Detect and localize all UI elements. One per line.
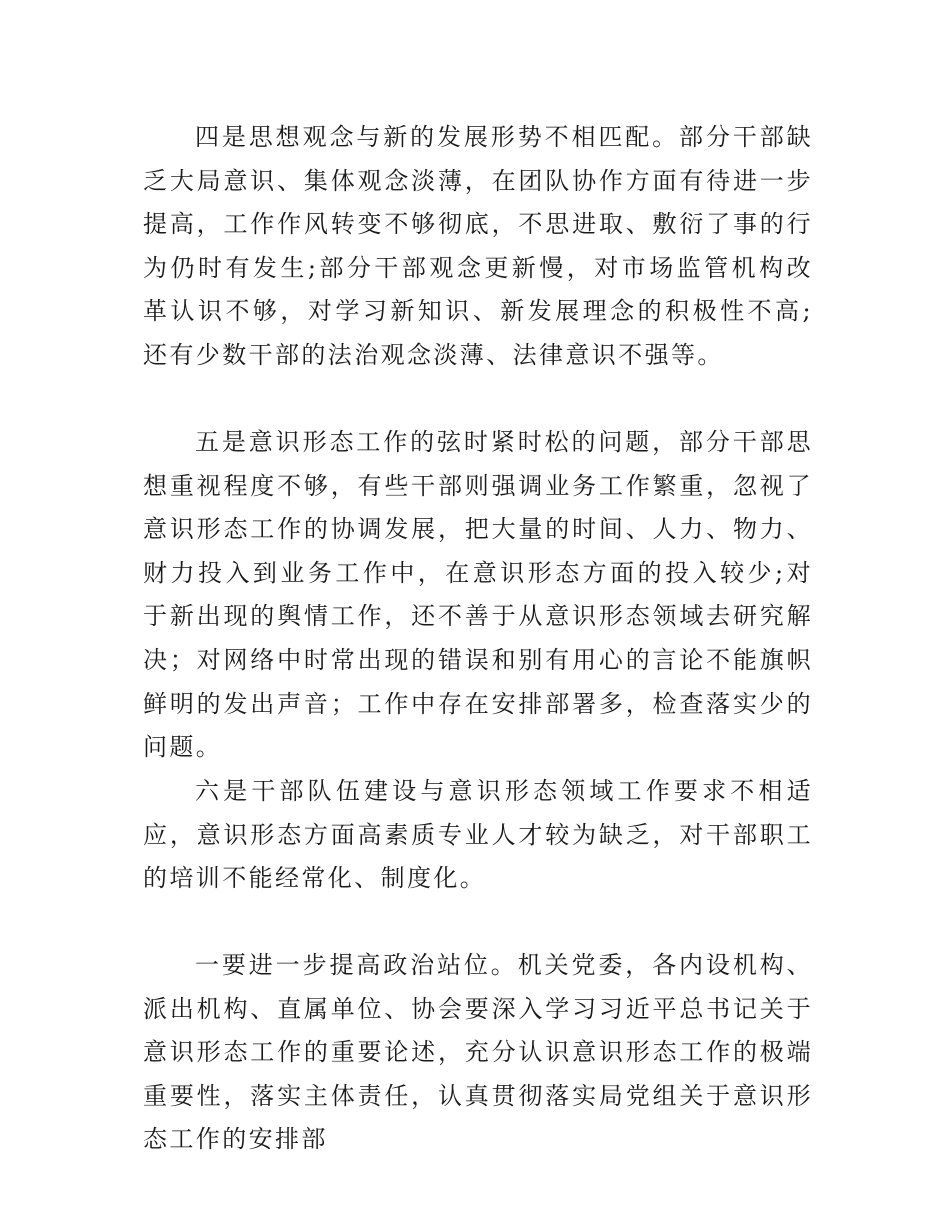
paragraph-6-cadre-team-building: 六是干部队伍建设与意识形态领域工作要求不相适应，意识形态方面高素质专业人才较为缺乏，对干部职工的培训不能经常化、制度化。 bbox=[143, 777, 813, 893]
paragraph-5-ideology-work-inconsistency: 五是意识形态工作的弦时紧时松的问题，部分干部思想重视程度不够，有些干部则强调业务工作繁重，忽视了意识形态工作的协调发展，把大量的时间、人力、物力、财力投入到业务工作中，在意识形态方面的投入较少;对于新出现的舆情工作，还不善于从意识形态领域去研究解决；对网络中时常出现的错误和别有用心的言论不能旗帜鲜明的发出声音；工作中存在安排部署多，检查落实少的问题。 bbox=[143, 428, 813, 762]
paragraph-4-ideology-mismatch: 四是思想观念与新的发展形势不相匹配。部分干部缺乏大局意识、集体观念淡薄，在团队协作方面有待进一步提高，工作作风转变不够彻底，不思进取、敷衍了事的行为仍时有发生;部分干部观念更新慢，对市场监管机构改革认识不够，对学习新知识、新发展理念的积极性不高;还有少数干部的法治观念淡薄、法律意识不强等。 bbox=[143, 123, 813, 369]
paragraph-measure-1-political-stance: 一要进一步提高政治站位。机关党委，各内设机构、派出机构、直属单位、协会要深入学习习近平总书记关于意识形态工作的重要论述，充分认识意识形态工作的极端重要性，落实主体责任，认真贯彻落实局党组关于意识形态工作的安排部 bbox=[143, 951, 813, 1154]
